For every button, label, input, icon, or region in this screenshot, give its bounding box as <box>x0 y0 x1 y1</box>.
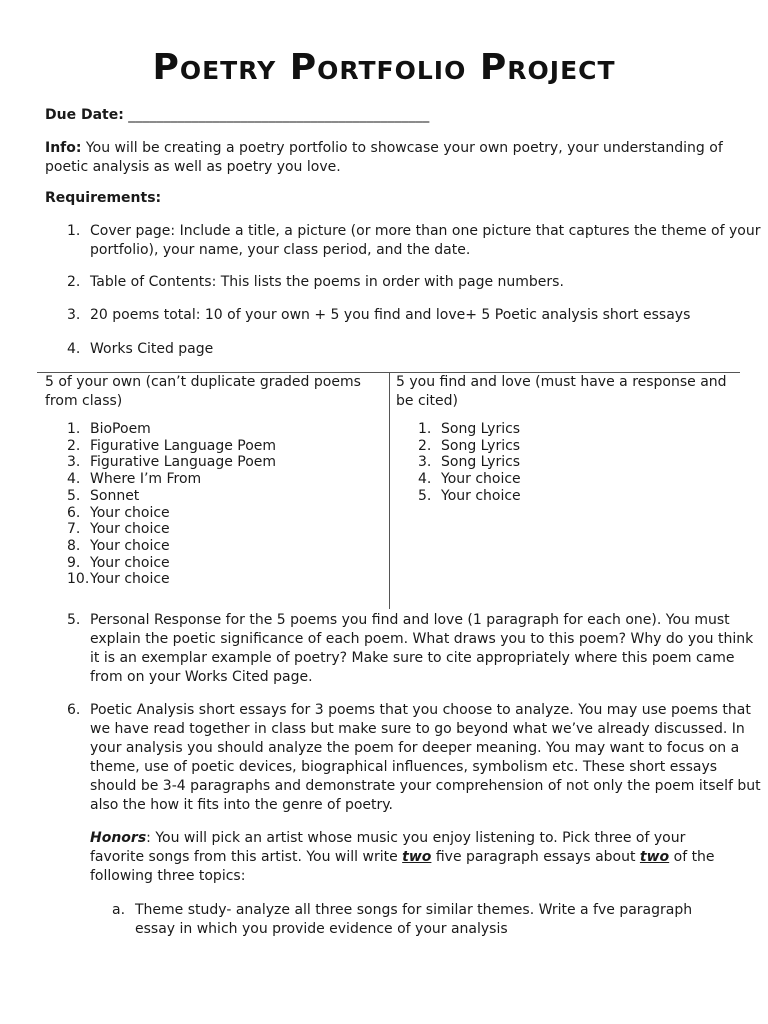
item-number: 2. <box>67 437 81 454</box>
item-number: 6. <box>67 504 81 521</box>
item-number: 4. <box>67 341 81 357</box>
item-number: 2. <box>418 437 432 454</box>
list-item <box>45 488 380 505</box>
requirements-heading: Requirements: <box>45 190 162 206</box>
list-item <box>45 454 380 471</box>
left-column-header: 5 of your own (can’t duplicate graded poems from class) <box>45 374 361 409</box>
item-text: Works Cited page <box>90 341 214 357</box>
item-text: Theme study- analyze all three songs for similar themes. Write a fve paragraph essay in which you provide evidence of your analysis <box>135 902 693 937</box>
found-poems-list <box>396 421 731 505</box>
honors-paragraph <box>90 829 730 886</box>
item-text: Your choice <box>441 487 521 504</box>
info-label: Info: <box>45 140 82 156</box>
item-number: 8. <box>67 537 81 554</box>
info-paragraph <box>45 139 735 177</box>
honors-text-3: of the following three topics: <box>90 849 715 884</box>
list-item <box>396 454 731 471</box>
list-item-personal-response <box>45 611 760 687</box>
item-text: BioPoem <box>90 421 151 437</box>
list-item-poetic-analysis <box>45 701 765 815</box>
right-column-header: 5 you find and love (must have a response and be cited) <box>396 374 727 409</box>
honors-label: Honors <box>90 830 147 846</box>
item-number: 6. <box>67 702 81 718</box>
item-number: 1. <box>418 421 432 437</box>
page-title: Poetry Portfolio Project <box>152 47 616 88</box>
item-text: Cover page: Include a title, a picture (or more than one picture that captures the theme of your portfolio), your name, your class period, and the date. <box>90 223 761 258</box>
item-number: 7. <box>67 521 81 538</box>
list-item <box>45 340 768 359</box>
list-item <box>396 488 731 505</box>
honors-topics-list <box>90 901 730 939</box>
info-text: You will be creating a poetry portfolio to showcase your own poetry, your understanding of poetic analysis as well as poetry you love. <box>45 140 723 175</box>
due-date <box>45 106 735 125</box>
due-date-blank: ___________________________________________ <box>128 107 430 123</box>
item-number: 5. <box>418 487 432 504</box>
own-poems-list <box>45 421 380 588</box>
item-text: Your choice <box>90 571 170 588</box>
item-text: Figurative Language Poem <box>90 437 277 454</box>
item-text: Figurative Language Poem <box>90 454 277 471</box>
item-text: Your choice <box>90 504 170 521</box>
item-text: Where I’m From <box>90 471 202 488</box>
list-item <box>45 538 380 555</box>
list-item <box>90 901 730 939</box>
list-item <box>45 421 380 438</box>
item-text: Your choice <box>441 471 521 488</box>
item-text: Table of Contents: This lists the poems in order with page numbers. <box>90 274 564 290</box>
honors-emphasis-1: two <box>402 849 432 865</box>
list-item <box>45 438 380 455</box>
item-text: Song Lyrics <box>441 454 521 471</box>
item-number: 5. <box>67 487 81 504</box>
table-right-column <box>396 373 731 505</box>
item-letter: a. <box>112 902 126 918</box>
list-item <box>45 505 380 522</box>
table-column-divider <box>389 372 390 609</box>
list-item <box>45 521 380 538</box>
item-text: 20 poems total: 10 of your own + 5 you find and love+ 5 Poetic analysis short essays <box>90 307 691 323</box>
item-number: 4. <box>67 471 81 488</box>
item-number: 3. <box>67 454 81 471</box>
item-text: Song Lyrics <box>441 421 521 437</box>
item-number: 3. <box>67 307 81 323</box>
item-number: 5. <box>67 612 81 628</box>
item-text: Your choice <box>90 537 170 554</box>
honors-text-2: five paragraph essays about <box>431 849 640 865</box>
list-item <box>396 438 731 455</box>
honors-emphasis-2: two <box>639 849 670 865</box>
item-text: Your choice <box>90 521 170 538</box>
item-text: Poetic Analysis short essays for 3 poems that you choose to analyze. You may use poems that we have read together in class but make sure to go beyond what we’ve already discussed. In your analysis you should analyze the poem for deeper meaning. You may want to focus on a theme, use of poetic devices, biographical influences, symbolism etc. These short essays should be 3-4 paragraphs and demonstrate your comprehension of not only the poem itself but also the how it fits into the genre of poetry. <box>90 702 761 813</box>
list-item <box>45 222 768 260</box>
list-item <box>396 471 731 488</box>
list-item <box>396 421 731 438</box>
item-text: Personal Response for the 5 poems you find and love (1 paragraph for each one). You must explain the poetic significance of each poem. What draws you to this poem? Why do you think it is an exemplar example of poetry? Make sure to cite appropriately where this poem came from on your Works Cited page. <box>90 612 754 685</box>
item-number: 4. <box>418 471 432 488</box>
table-left-column <box>45 373 380 588</box>
list-item <box>45 306 768 325</box>
list-item <box>45 471 380 488</box>
item-text: Song Lyrics <box>441 437 521 454</box>
list-item <box>45 273 768 292</box>
item-number: 2. <box>67 274 81 290</box>
item-number: 1. <box>67 223 81 239</box>
due-date-label: Due Date: <box>45 107 124 123</box>
item-number: 10. <box>67 571 90 588</box>
honors-text-1: : You will pick an artist whose music you enjoy listening to. Pick three of your favorite songs from this artist. You will write <box>90 830 686 865</box>
list-item <box>45 571 380 588</box>
item-text: Your choice <box>90 554 170 571</box>
item-number: 3. <box>418 454 432 471</box>
list-item <box>45 555 380 572</box>
item-number: 1. <box>67 421 81 437</box>
item-number: 9. <box>67 554 81 571</box>
item-text: Sonnet <box>90 487 140 504</box>
